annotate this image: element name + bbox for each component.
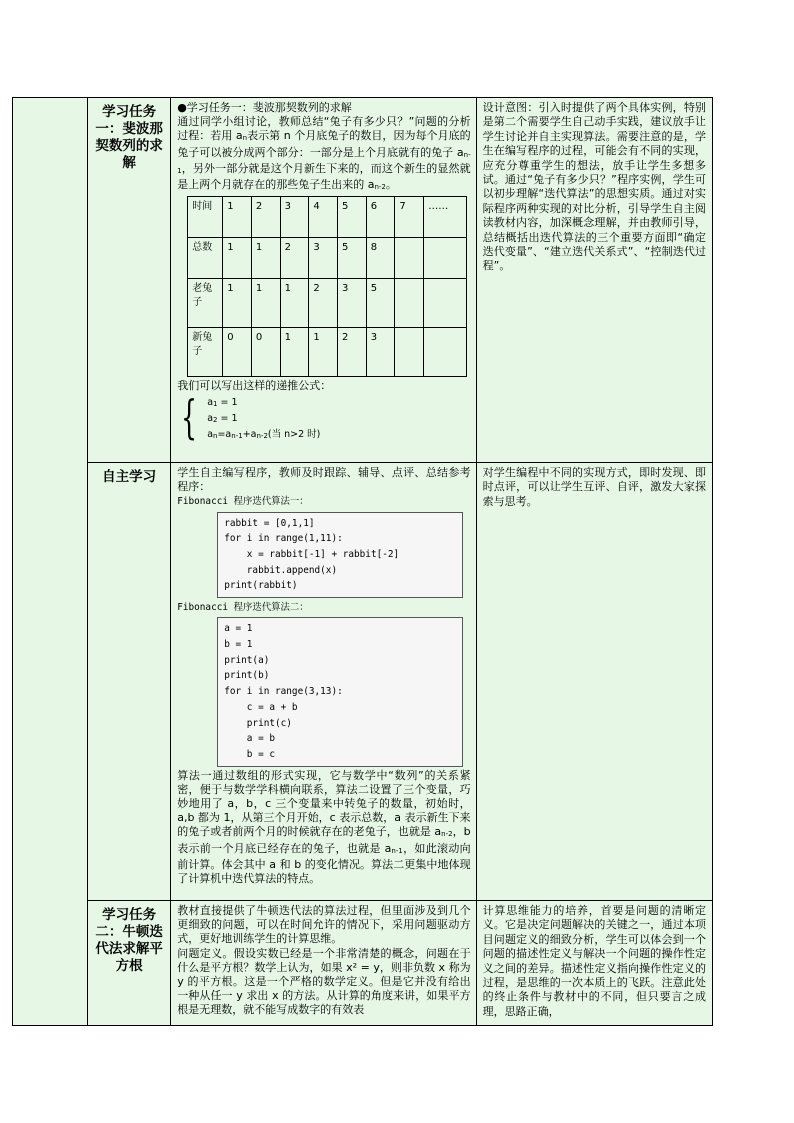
- code-block-algo2: [217, 617, 463, 766]
- table-cell: 5: [338, 197, 367, 238]
- notes-cell: [476, 98, 712, 463]
- table-cell: 1: [223, 197, 252, 238]
- formula-intro: 我们可以写出这样的递推公式：: [177, 379, 332, 393]
- intro-paragraph: 通过同学小组讨论，教师总结“兔子有多少只？”问题的分析过程：若用 an表示第 n 个月底兔子的数目，因为每个月底的兔子可以被分成两个部分：一部分是上个月底就有的兔子 an-1，另外一部分就是这个月新生下来的，而这个新生的显然就是上两个月就存在的那些兔子生出来的 an-2。: [177, 115, 471, 192]
- design-notes: 对学生编程中不同的实现方式，即时发现、即时点评，可以让学生互评、自评，激发大家探索与思考。: [482, 466, 706, 508]
- table-cell: 2: [280, 238, 309, 279]
- table-cell: 0: [251, 328, 280, 377]
- table-cell: 5: [338, 238, 367, 279]
- notes-cell: [476, 901, 712, 1026]
- table-cell: 3: [280, 197, 309, 238]
- code-line: print(rabbit): [224, 580, 298, 592]
- section-heading: ●学习任务一：斐波那契数列的求解: [177, 101, 352, 114]
- code-line: for i in range(1,11):: [224, 533, 343, 545]
- table-cell: 6: [366, 197, 395, 238]
- table-row: [188, 279, 467, 328]
- table-cell: 老兔子: [188, 279, 223, 328]
- code-line: rabbit.append(x): [224, 564, 338, 576]
- code-line: print(a): [224, 654, 270, 666]
- table-row: [13, 901, 713, 1026]
- table-cell: 3: [366, 328, 395, 377]
- rabbit-table: [187, 196, 467, 377]
- table-row: [188, 197, 467, 238]
- formula-line-1: a1 = 1: [207, 397, 238, 409]
- code-line: b = 1: [224, 639, 253, 651]
- content-cell: [171, 98, 476, 463]
- table-cell: [395, 328, 424, 377]
- algo1-label: Fibonacci 程序迭代算法一：: [177, 496, 309, 508]
- table-cell: 2: [309, 279, 338, 328]
- table-cell: 总数: [188, 238, 223, 279]
- code-line: b = c: [224, 748, 276, 760]
- task-title-cell: [88, 901, 171, 1026]
- brace-icon: {: [181, 390, 198, 445]
- paragraph: 问题定义。假设实数已经是一个非常清楚的概念，问题在于什么是平方根？数学上认为，如果 x² = y，则非负数 x 称为 y 的平方根。这是一个严格的数学定义。但是它并没有给出一种从任一 y 求出 x 的方法。从计算的角度来讲，如果平方根是无理数，就不能写成数字的有效表: [177, 946, 471, 1017]
- table-cell: 时间: [188, 197, 223, 238]
- table-cell: [395, 279, 424, 328]
- table-cell: 1: [280, 328, 309, 377]
- content-cell: [171, 463, 476, 901]
- code-line: for i in range(3,13):: [224, 686, 343, 698]
- paragraph: 教材直接提供了牛顿迭代法的算法过程，但里面涉及到几个更细致的问题，可以在时间允许的情况下，采用问题驱动方式，更好地训练学生的计算思维。: [177, 904, 471, 946]
- design-notes: 设计意图：引入时提供了两个具体实例，特别是第二个需要学生自己动手实践，建议放手让学生讨论并自主实现算法。需要注意的是，学生在编写程序的过程，可能会有不同的实现，应充分尊重学生的想法，放手让学生多想多试。通过“兔子有多少只？”程序实例，学生可以初步理解“迭代算法”的思想实质。通过对实际程序两种实现的对比分析，引导学生自主阅读教材内容，加深概念理解，并由教师引导，总结概括出迭代算法的三个重要方面即“确定迭代变量”、“建立迭代关系式”、“控制迭代过程”。: [482, 101, 706, 273]
- table-row: [188, 328, 467, 377]
- table-cell: 1: [280, 279, 309, 328]
- task-title: 自主学习: [102, 469, 157, 485]
- code-line: a = b: [224, 733, 276, 745]
- table-cell: 3: [309, 238, 338, 279]
- lesson-plan-table: [12, 97, 713, 1026]
- task-title-cell: [88, 98, 171, 463]
- table-cell: 3: [338, 279, 367, 328]
- analysis-paragraph: 算法一通过数组的形式实现，它与数学中“数列”的关系紧密，便于与数学学科横向联系，算法二设置了三个变量，巧妙地用了 a，b，c 三个变量来中转兔子的数量，初始时，a,b 都为 1，从第三个月开始，c 表示总数，a 表示新生下来的兔子或者前两个月的时候就存在的老兔子，也就是 an-2，b 表示前一个月底已经存在的兔子，也就是 an-1，如此滚动向前计算。体会其中 a 和 b 的变化情况。算法二更集中地体现了计算机中迭代算法的特点。: [177, 768, 471, 886]
- table-row: [13, 98, 713, 463]
- recurrence-formula: [177, 390, 470, 445]
- table-cell: 2: [338, 328, 367, 377]
- table-cell: 2: [251, 197, 280, 238]
- code-line: c = a + b: [224, 701, 298, 713]
- task-title-cell: [88, 463, 171, 901]
- table-cell: [424, 328, 467, 377]
- table-cell: [424, 279, 467, 328]
- code-line: print(c): [224, 717, 292, 729]
- table-cell: 1: [251, 238, 280, 279]
- formula-line-2: a2 = 1: [207, 413, 238, 425]
- code-line: x = rabbit[-1] + rabbit[-2]: [224, 549, 400, 561]
- table-cell: [424, 238, 467, 279]
- table-cell: 1: [223, 279, 252, 328]
- formula-line-3: an=an-1+an-2(当 n>2 时): [207, 429, 321, 441]
- table-row: [188, 238, 467, 279]
- table-cell: 4: [309, 197, 338, 238]
- left-blank-cell: [13, 98, 88, 1026]
- table-cell: 1: [309, 328, 338, 377]
- table-cell: 5: [366, 279, 395, 328]
- table-cell: ……: [424, 197, 467, 238]
- code-block-algo1: [217, 512, 463, 599]
- table-cell: 7: [395, 197, 424, 238]
- code-line: rabbit = [0,1,1]: [224, 517, 315, 529]
- code-line: a = 1: [224, 623, 253, 635]
- design-notes: 计算思维能力的培养，首要是问题的清晰定义。它是决定问题解决的关键之一，通过本项目问题定义的细致分析，学生可以体会到一个问题的描述性定义与解决一个问题的操作性定义之间的差异。描述性定义指向操作性定义的过程，是思维的一次本质上的飞跃。注意此处的终止条件与教材中的不同，但只要言之成理，思路正确，: [482, 904, 706, 1018]
- content-cell: [171, 901, 476, 1026]
- table-row: [13, 463, 713, 901]
- table-cell: [395, 238, 424, 279]
- algo2-label: Fibonacci 程序迭代算法二：: [177, 602, 309, 614]
- table-cell: 8: [366, 238, 395, 279]
- table-cell: 1: [251, 279, 280, 328]
- table-cell: 0: [223, 328, 252, 377]
- code-line: print(b): [224, 670, 270, 682]
- intro-paragraph: 学生自主编写程序，教师及时跟踪、辅导、点评、总结参考程序：: [177, 466, 471, 494]
- task-title: 学习任务二：牛顿迭代法求解平方根: [95, 907, 163, 974]
- table-cell: 1: [223, 238, 252, 279]
- table-cell: 新兔子: [188, 328, 223, 377]
- notes-cell: [476, 463, 712, 901]
- task-title: 学习任务一：斐波那契数列的求解: [95, 104, 163, 171]
